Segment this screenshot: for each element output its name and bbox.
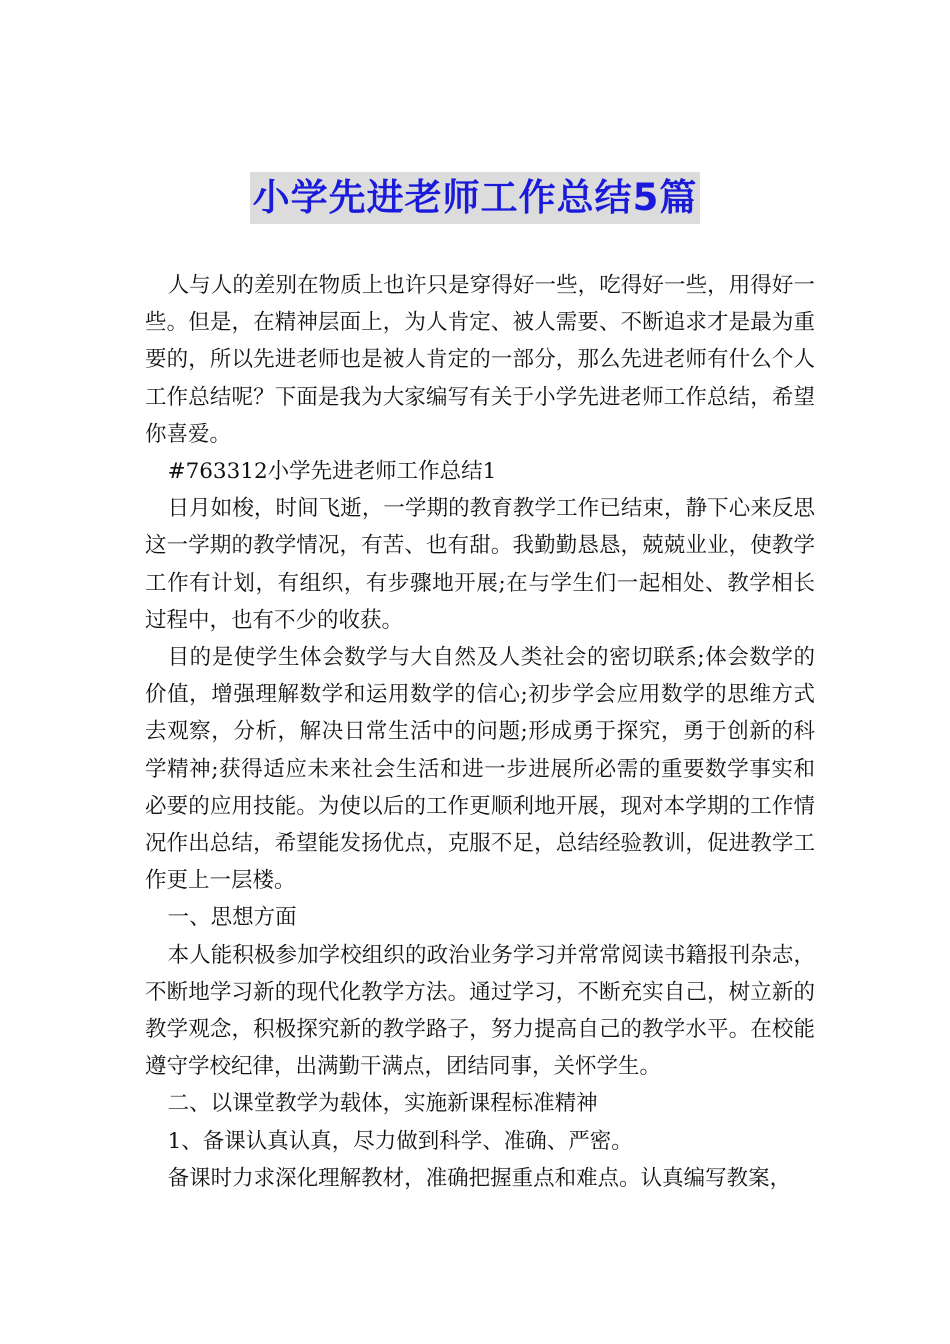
document-body	[145, 267, 815, 1197]
intro-paragraph: 人与人的差别在物质上也许只是穿得好一些，吃得好一些，用得好一些。但是，在精神层面上，为人肯定、被人需要、不断追求才是最为重要的，所以先进老师也是被人肯定的一部分，那么先进老师有什么个人工作总结呢？下面是我为大家编写有关于小学先进老师工作总结，希望你喜爱。	[145, 273, 815, 447]
title-container	[0, 172, 950, 224]
body-paragraph: 备课时力求深化理解教材，准确把握重点和难点。认真编写教案，	[167, 1165, 792, 1191]
section-heading: #763312小学先进老师工作总结1	[167, 459, 497, 485]
subheading-classroom: 二、以课堂教学为载体，实施新课程标准精神	[167, 1091, 598, 1117]
body-paragraph: 本人能积极参加学校组织的政治业务学习并常常阅读书籍报刊杂志，不断地学习新的现代化教学方法。通过学习，不断充实自己，树立新的教学观念，积极探究新的教学路子，努力提高自己的教学水平。在校能遵守学校纪律，出满勤干满点，团结同事，关怀学生。	[145, 942, 815, 1080]
body-paragraph: 日月如梭，时间飞逝，一学期的教育教学工作已结束，静下心来反思这一学期的教学情况，有苦、也有甜。我勤勤恳恳，兢兢业业，使教学工作有计划，有组织，有步骤地开展;在与学生们一起相处、教学相长过程中，也有不少的收获。	[145, 496, 815, 633]
document-title: 小学先进老师工作总结5篇	[250, 172, 701, 224]
body-paragraph: 目的是使学生体会数学与大自然及人类社会的密切联系;体会数学的价值，增强理解数学和运用数学的信心;初步学会应用数学的思维方式去观察，分析，解决日常生活中的问题;形成勇于探究，勇于创新的科学精神;获得适应未来社会生活和进一步进展所必需的重要数学事实和必要的应用技能。为使以后的工作更顺利地开展，现对本学期的工作情况作出总结，希望能发扬优点，克服不足，总结经验教训，促进教学工作更上一层楼。	[145, 645, 815, 894]
list-item: 1、备课认真认真，尽力做到科学、准确、严密。	[167, 1128, 633, 1154]
subheading-thought: 一、思想方面	[167, 905, 297, 931]
